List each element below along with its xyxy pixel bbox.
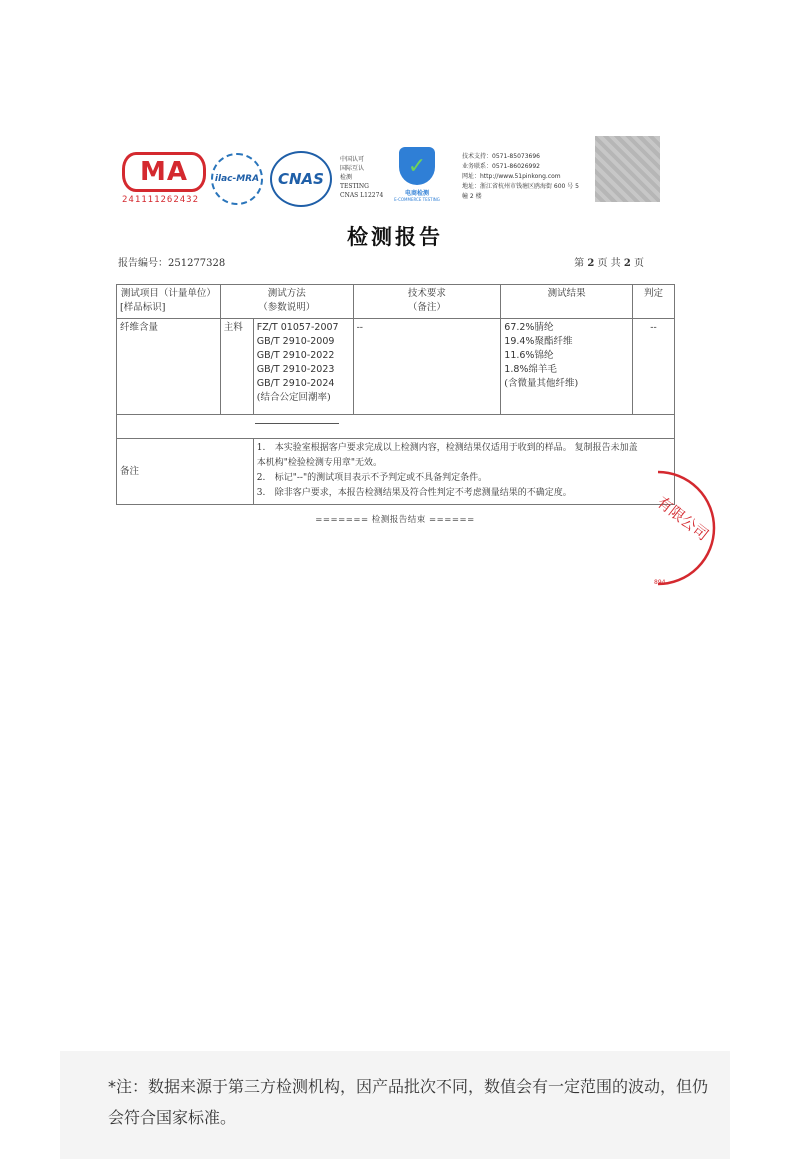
contact-line: 地址：浙江省杭州市钱塘区鸥海街 600 号 5 xyxy=(462,183,579,190)
header-result: 测试结果 xyxy=(501,285,633,319)
contact-info xyxy=(462,152,590,202)
table-row xyxy=(117,319,675,415)
method-line: GB/T 2910-2023 xyxy=(256,364,335,375)
remark-line: 本机构"检验检测专用章"无效。 xyxy=(256,458,383,468)
current-page: 2 xyxy=(587,258,595,269)
contact-line: 幢 2 楼 xyxy=(462,193,482,200)
cell-part: 主料 xyxy=(220,319,253,415)
divider-line xyxy=(255,423,339,424)
ecommerce-label: 电商检测 xyxy=(404,190,429,197)
report-table xyxy=(116,284,675,505)
header-requirement: 技术要求 （备注） xyxy=(353,285,501,319)
remark-line: 3. 除非客户要求，本报告检测结果及符合性判定不考虑测量结果的不确定度。 xyxy=(256,488,572,498)
contact-line: 技术支持：0571-85073696 xyxy=(462,153,540,160)
result-note: (含微量其他纤维) xyxy=(504,378,579,389)
disclaimer-text: *注：数据来源于第三方检测机构，因产品批次不同，数值会有一定范围的波动，但仍会符合国家标准。 xyxy=(108,1077,709,1127)
report-number: 报告编号：251277328 xyxy=(118,258,226,269)
method-line: GB/T 2910-2024 xyxy=(256,378,335,389)
blurred-qr-code xyxy=(595,136,660,202)
ecommerce-testing-logo xyxy=(394,147,440,202)
header-method: 测试方法 （参数说明） xyxy=(220,285,353,319)
method-line: GB/T 2910-2022 xyxy=(256,350,335,361)
result-line: 1.8%绵羊毛 xyxy=(504,364,557,375)
table-spacer-row xyxy=(117,415,675,439)
method-line: FZ/T 01057-2007 xyxy=(256,322,339,333)
contact-line: 业务联系：0571-86026992 xyxy=(462,163,540,170)
remark-line: 1. 本实验室根据客户要求完成以上检测内容，检测结果仅适用于收到的样品。 复制报告未加盖 xyxy=(256,443,638,453)
shield-check-icon: ✓ xyxy=(399,147,435,185)
certification-logos xyxy=(118,135,678,207)
cnas-logo xyxy=(270,151,332,207)
cell-item: 纤维含量 xyxy=(117,319,221,415)
remarks-row xyxy=(117,439,675,505)
contact-line: 网址：http://www.51pinkong.com xyxy=(462,173,561,180)
result-line: 11.6%锦纶 xyxy=(504,350,554,361)
remark-line: 2. 标记"--"的测试项目表示不予判定或不具备判定条件。 xyxy=(256,473,488,483)
result-line: 67.2%腈纶 xyxy=(504,322,554,333)
header-item: 测试项目（计量单位） [样品标识] xyxy=(117,285,221,319)
report-end-line: ======= 检测报告结束 ====== xyxy=(315,515,475,525)
table-header-row xyxy=(117,285,675,319)
method-note: (结合公定回潮率) xyxy=(256,392,331,403)
report-title: 检测报告 xyxy=(347,224,443,249)
page-info: 第 2 页 共 2 页 xyxy=(574,258,644,269)
seal-text: 有限公司 xyxy=(653,492,712,545)
cma-number: 241111262432 xyxy=(122,195,200,205)
total-pages: 2 xyxy=(623,258,631,269)
cell-requirement: -- xyxy=(353,319,501,415)
cnas-caption: 中国认可 国际互认 检测 TESTING CNAS L12274 xyxy=(340,156,384,199)
cnas-label: CNAS xyxy=(278,170,324,188)
seal-number: 894 xyxy=(654,579,666,586)
method-line: GB/T 2910-2009 xyxy=(256,336,335,347)
header-judgement: 判定 xyxy=(633,285,675,319)
cma-logo xyxy=(122,152,202,205)
cma-letters: MA xyxy=(122,152,206,192)
ilac-label: ilac-MRA xyxy=(214,174,260,184)
remarks-label: 备注 xyxy=(117,439,254,505)
cell-results xyxy=(501,319,633,415)
company-seal xyxy=(612,468,712,588)
result-line: 19.4%聚酯纤维 xyxy=(504,336,573,347)
cell-methods xyxy=(253,319,353,415)
ecommerce-sub: E-COMMERCE TESTING xyxy=(394,197,440,202)
disclaimer-box xyxy=(60,1051,730,1159)
cell-judgement: -- xyxy=(633,319,675,415)
ilac-mra-logo xyxy=(211,153,263,205)
